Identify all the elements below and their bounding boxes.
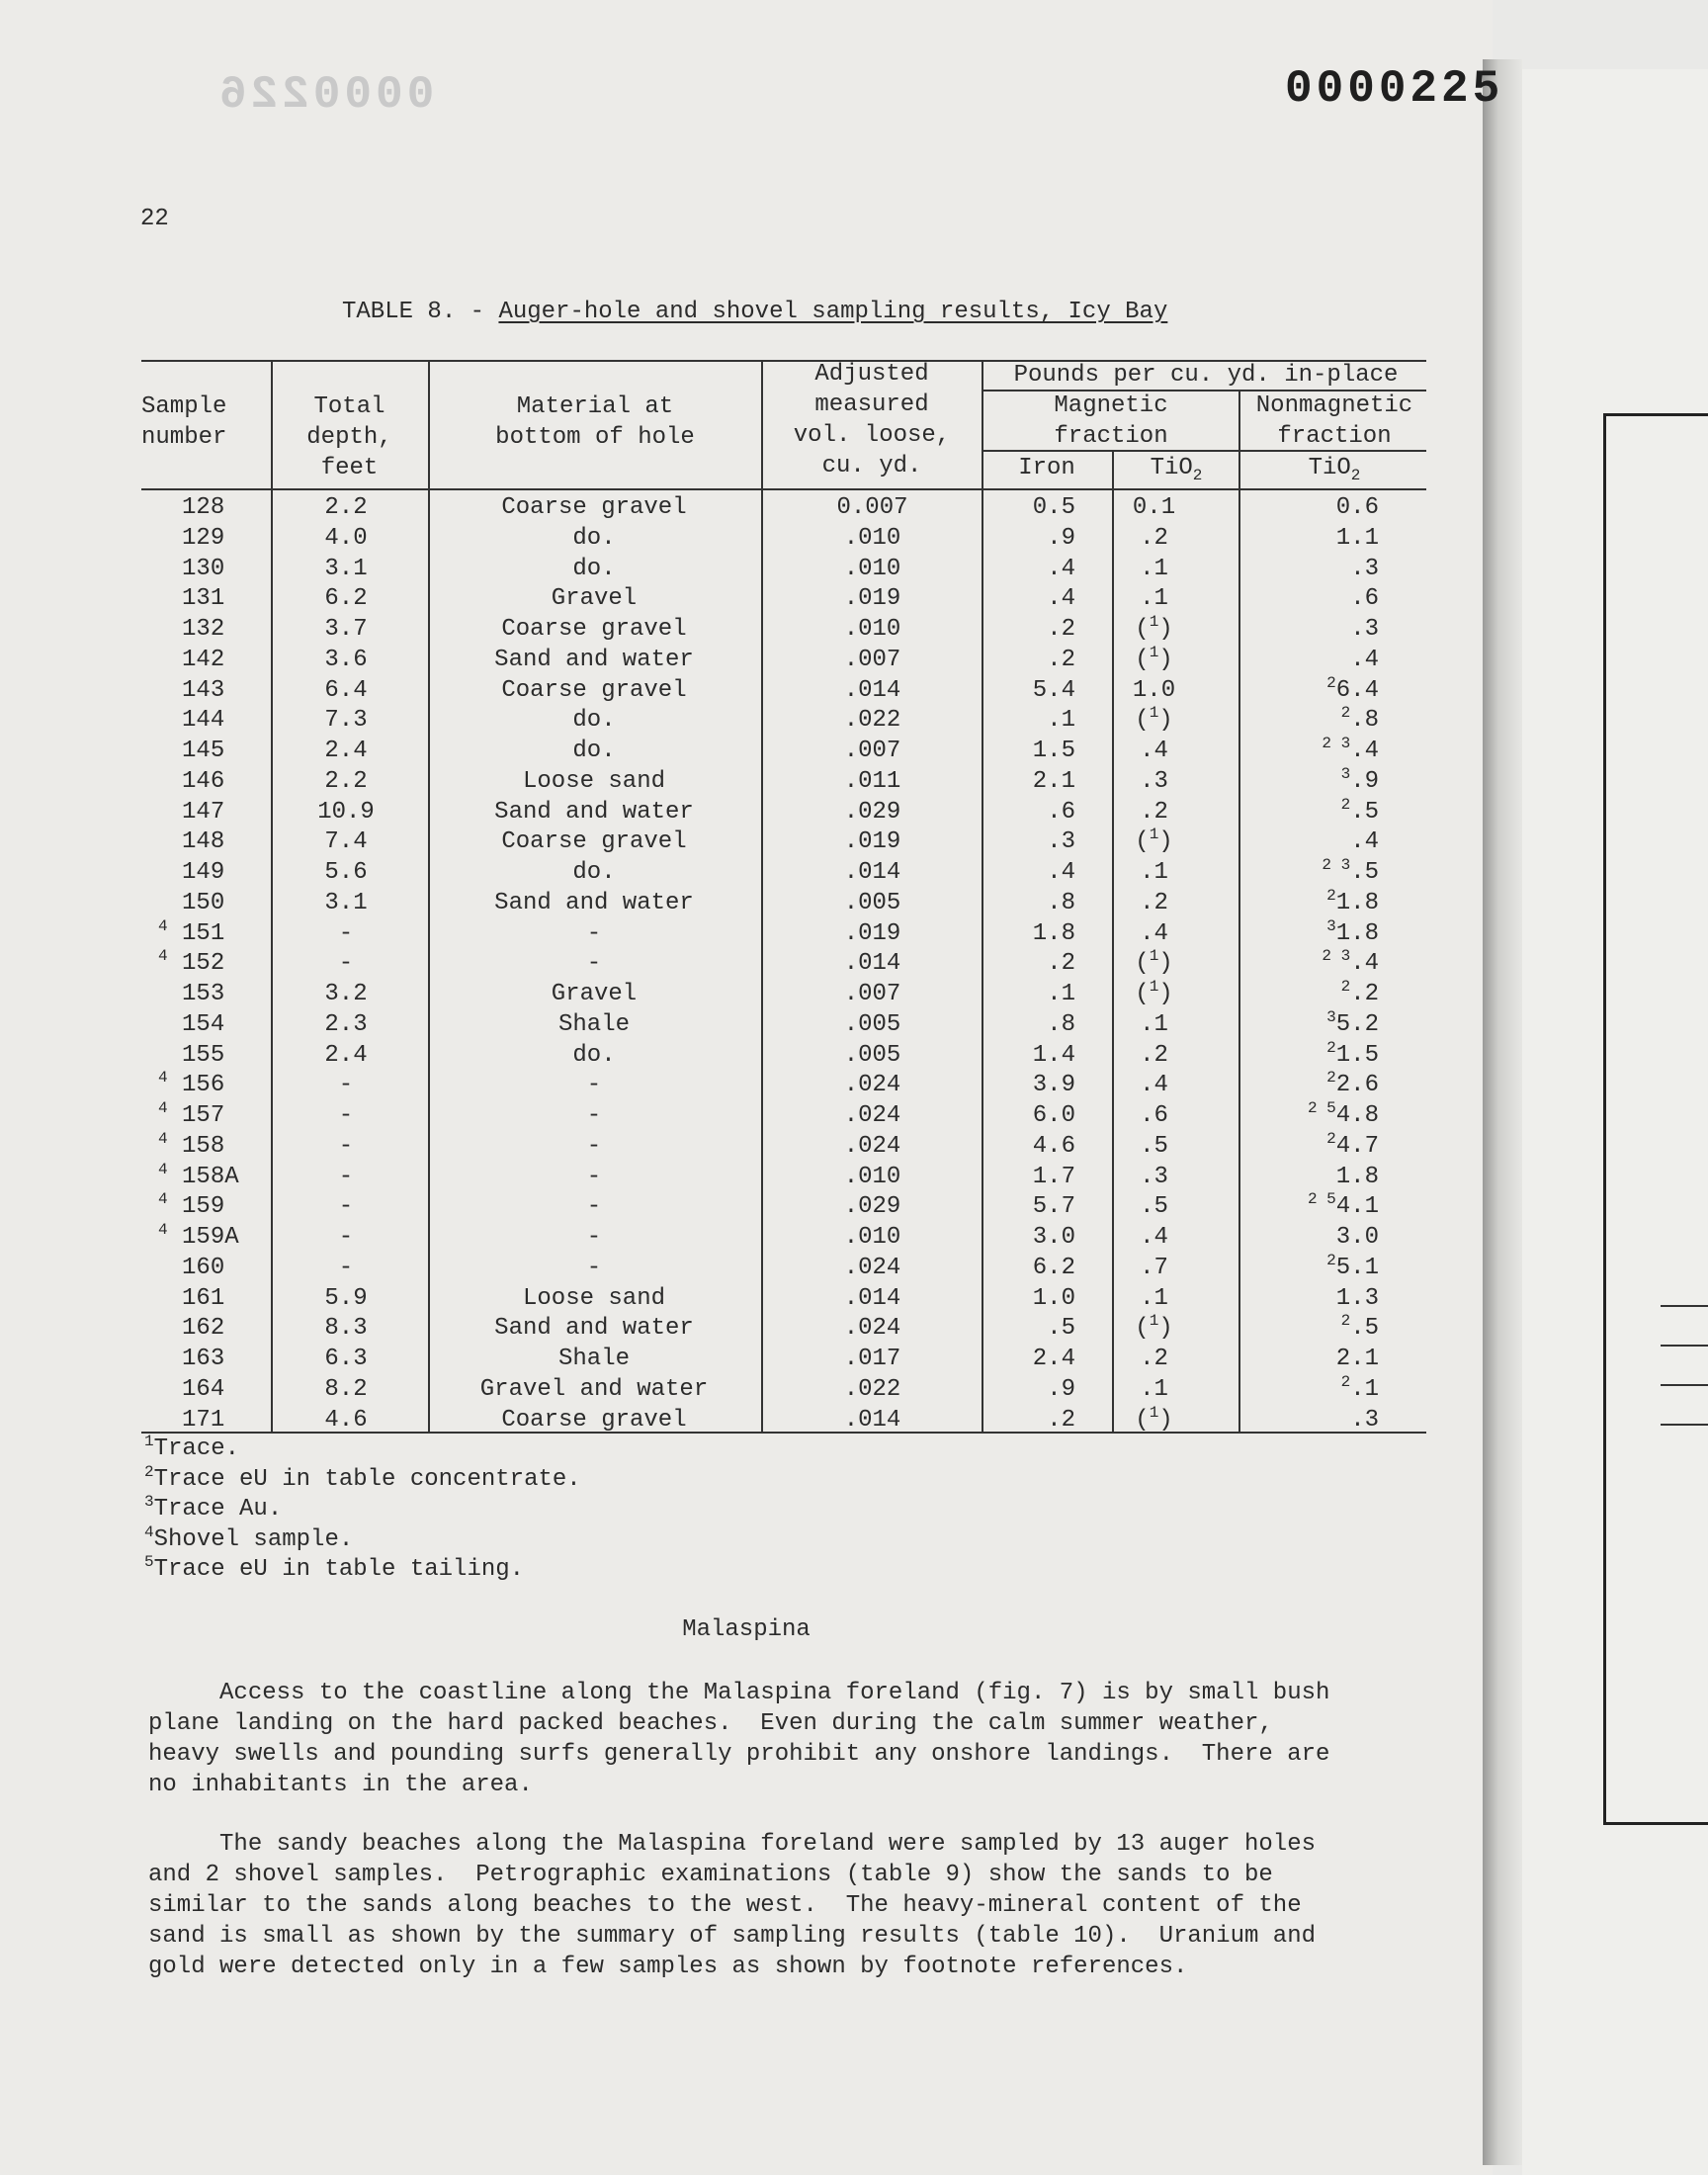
cell-tio2-magnetic: .1 xyxy=(1140,555,1168,582)
cell-total-depth: 3.1 xyxy=(324,889,368,916)
cell-volume: .010 xyxy=(843,1163,901,1190)
cell-total-depth: - xyxy=(338,950,354,978)
document-number-stamp: 0000225 xyxy=(1285,63,1504,115)
cell-total-depth: 2.2 xyxy=(324,494,368,521)
header-total-depth: Total depth, feet xyxy=(306,393,392,481)
paragraph-line: heavy swells and pounding surfs generally prohibit any onshore landings. There are xyxy=(148,1741,1330,1768)
cell-tio2-magnetic: .1 xyxy=(1140,1010,1168,1038)
cell-material: Shale xyxy=(557,1346,630,1372)
cell-tio2-magnetic: .4 xyxy=(1140,738,1168,764)
cell-iron: .8 xyxy=(1047,889,1075,916)
cell-iron: 4.6 xyxy=(1032,1132,1075,1160)
cell-tio2-magnetic: ($^1$) xyxy=(1135,1403,1173,1434)
cell-iron: 2.4 xyxy=(1032,1346,1075,1372)
cell-material: - xyxy=(586,950,602,978)
cell-material: do. xyxy=(572,555,616,582)
cell-iron: .4 xyxy=(1047,555,1075,582)
header-tio2-magnetic-label: TiO xyxy=(1150,455,1193,481)
cell-iron: .1 xyxy=(1047,981,1075,1007)
cell-tio2-nonmagnetic: $^2$1.8 xyxy=(1326,886,1379,916)
underlying-page-tick xyxy=(1661,1345,1708,1347)
cell-tio2-nonmagnetic: $^2$6.4 xyxy=(1326,673,1379,704)
cell-tio2-magnetic: .1 xyxy=(1140,859,1168,886)
cell-sample-number: 147 xyxy=(167,798,225,826)
cell-tio2-magnetic: .1 xyxy=(1140,585,1168,613)
footnote-mark: 4 xyxy=(158,1069,168,1088)
cell-total-depth: - xyxy=(338,1163,354,1190)
footnote-mark: 2 3 xyxy=(1322,856,1351,874)
footnote-item xyxy=(144,1553,525,1583)
cell-tio2-nonmagnetic: $^2$5.1 xyxy=(1326,1251,1379,1281)
page-edge-shadow xyxy=(1483,59,1522,2165)
footnote-number: 4 xyxy=(144,1522,154,1541)
cell-iron: .2 xyxy=(1047,616,1075,643)
cell-iron: 6.2 xyxy=(1032,1254,1075,1281)
cell-tio2-nonmagnetic: $^3$.9 xyxy=(1340,764,1379,795)
cell-tio2-nonmagnetic: $^{2 3}$.5 xyxy=(1322,856,1379,886)
cell-volume: .019 xyxy=(843,919,901,947)
cell-material: Coarse gravel xyxy=(501,676,687,704)
footnote-mark: 3 xyxy=(1340,764,1351,783)
page-number: 22 xyxy=(140,206,169,232)
cell-volume: .014 xyxy=(843,859,901,886)
cell-sample-number: $^4$ 159A xyxy=(158,1221,239,1251)
cell-total-depth: - xyxy=(338,1193,354,1221)
cell-material: Gravel xyxy=(551,585,638,613)
paragraph-line: Access to the coastline along the Malaspina foreland (fig. 7) is by small bush xyxy=(148,1680,1330,1706)
footnote-mark: 4 xyxy=(158,1099,168,1117)
cell-total-depth: 2.4 xyxy=(324,1041,368,1069)
footnote-mark: 4 xyxy=(158,1190,168,1209)
cell-tio2-nonmagnetic: 1.8 xyxy=(1335,1163,1379,1190)
cell-tio2-magnetic: 0.1 xyxy=(1132,494,1176,521)
header-tio2-magnetic xyxy=(1114,453,1238,491)
cell-iron: .2 xyxy=(1047,950,1075,978)
cell-volume: .010 xyxy=(843,524,901,552)
cell-iron: .1 xyxy=(1047,707,1075,735)
cell-sample-number: 144 xyxy=(167,707,225,735)
cell-sample-number: $^4$ 152 xyxy=(158,947,225,978)
cell-tio2-magnetic: .2 xyxy=(1140,1041,1168,1069)
cell-material: Loose sand xyxy=(522,1284,666,1312)
cell-sample-number: 171 xyxy=(167,1406,225,1434)
cell-sample-number: 153 xyxy=(167,981,225,1007)
cell-total-depth: 7.3 xyxy=(324,707,368,735)
header-tio2-nonmagnetic xyxy=(1240,453,1428,491)
cell-material: do. xyxy=(572,859,616,886)
footnote-item xyxy=(144,1462,581,1493)
cell-volume: .005 xyxy=(843,1010,901,1038)
paragraph-line: and 2 shovel samples. Petrographic examinations (table 9) show the sands to be xyxy=(148,1862,1273,1888)
cell-total-depth: - xyxy=(338,919,354,947)
cell-material: do. xyxy=(572,1041,616,1069)
cell-tio2-nonmagnetic: $^{2 5}$4.1 xyxy=(1307,1190,1379,1221)
cell-volume: .014 xyxy=(843,1284,901,1312)
cell-volume: .005 xyxy=(843,1041,901,1069)
footnote-item xyxy=(144,1433,240,1462)
cell-material: - xyxy=(586,1102,602,1129)
cell-iron: 1.4 xyxy=(1032,1041,1075,1069)
cell-total-depth: 6.4 xyxy=(324,676,368,704)
paragraph-line: sand is small as shown by the summary of sampling results (table 10). Uranium and xyxy=(148,1923,1316,1950)
footnote-number: 5 xyxy=(144,1553,154,1571)
footnote-mark: 2 xyxy=(1340,1372,1351,1391)
cell-tio2-magnetic: .3 xyxy=(1140,1163,1168,1190)
cell-volume: .017 xyxy=(843,1346,901,1372)
cell-total-depth: 2.3 xyxy=(324,1010,368,1038)
footnote-mark: 2 xyxy=(1326,1069,1336,1088)
cell-iron: .2 xyxy=(1047,646,1075,673)
footnote-mark: 2 5 xyxy=(1307,1190,1336,1209)
cell-volume: .024 xyxy=(843,1315,901,1343)
cell-tio2-nonmagnetic: $^2$1.5 xyxy=(1326,1038,1379,1069)
cell-iron: 1.0 xyxy=(1032,1284,1075,1312)
cell-iron: 2.1 xyxy=(1032,767,1075,795)
cell-iron: 1.8 xyxy=(1032,919,1075,947)
cell-iron: .3 xyxy=(1047,828,1075,856)
cell-material: do. xyxy=(572,738,616,764)
cell-sample-number: 131 xyxy=(167,585,225,613)
footnote-number: 2 xyxy=(144,1462,154,1481)
cell-sample-number: 164 xyxy=(167,1375,225,1403)
cell-volume: .019 xyxy=(843,585,901,613)
cell-sample-number: $^4$ 157 xyxy=(158,1099,225,1129)
cell-sample-number: 129 xyxy=(167,524,225,552)
paragraph-line: no inhabitants in the area. xyxy=(148,1772,533,1798)
cell-tio2-magnetic: .2 xyxy=(1140,889,1168,916)
cell-sample-number: $^4$ 158A xyxy=(158,1160,239,1190)
cell-volume: .022 xyxy=(843,707,901,735)
cell-tio2-nonmagnetic: .6 xyxy=(1350,585,1379,613)
cell-iron: .8 xyxy=(1047,1010,1075,1038)
cell-total-depth: 8.3 xyxy=(324,1315,368,1343)
cell-tio2-magnetic: .4 xyxy=(1140,919,1168,947)
cell-tio2-magnetic: .7 xyxy=(1140,1254,1168,1281)
cell-total-depth: - xyxy=(338,1224,354,1251)
cell-sample-number: 128 xyxy=(167,494,225,521)
cell-tio2-magnetic: .6 xyxy=(1140,1102,1168,1129)
cell-volume: .024 xyxy=(843,1072,901,1099)
cell-iron: .2 xyxy=(1047,1406,1075,1434)
cell-tio2-nonmagnetic: $^2$.2 xyxy=(1340,978,1379,1007)
cell-volume: .019 xyxy=(843,828,901,856)
cell-material: Shale xyxy=(557,1010,630,1038)
cell-tio2-nonmagnetic: $^3$1.8 xyxy=(1326,916,1379,947)
footnote-text: Trace eU in table tailing. xyxy=(153,1556,525,1583)
cell-sample-number: 150 xyxy=(167,889,225,916)
header-magnetic-fraction: Magnetic fraction xyxy=(1054,392,1168,450)
cell-material: - xyxy=(586,919,602,947)
cell-total-depth: - xyxy=(338,1102,354,1129)
footnote-number: 1 xyxy=(144,1433,154,1450)
cell-material: Coarse gravel xyxy=(501,616,687,643)
cell-material: - xyxy=(586,1193,602,1221)
footnote-mark: 2 xyxy=(1340,1312,1351,1331)
underlying-page-tick xyxy=(1661,1384,1708,1386)
cell-volume: .010 xyxy=(843,555,901,582)
cell-volume: .007 xyxy=(843,981,901,1007)
footnote-mark: 4 xyxy=(158,1160,168,1178)
header-material: Material at bottom of hole xyxy=(495,393,695,451)
cell-iron: 1.5 xyxy=(1032,738,1075,764)
cell-volume: .014 xyxy=(843,676,901,704)
cell-volume: 0.007 xyxy=(836,494,908,521)
cell-total-depth: - xyxy=(338,1132,354,1160)
underlying-page-tick xyxy=(1661,1424,1708,1426)
cell-volume: .010 xyxy=(843,616,901,643)
cell-tio2-nonmagnetic: $^{2 5}$4.8 xyxy=(1307,1099,1379,1129)
cell-sample-number: 142 xyxy=(167,646,225,673)
footnote-mark: 4 xyxy=(158,1129,168,1148)
underlying-page-frame xyxy=(1603,413,1708,1825)
cell-material: - xyxy=(586,1072,602,1099)
cell-material: Sand and water xyxy=(494,1315,694,1343)
cell-material: do. xyxy=(572,707,616,735)
cell-tio2-magnetic: ($^1$) xyxy=(1135,1312,1173,1343)
cell-total-depth: 2.4 xyxy=(324,738,368,764)
cell-total-depth: 10.9 xyxy=(317,798,375,826)
cell-volume: .029 xyxy=(843,798,901,826)
cell-total-depth: 3.7 xyxy=(324,616,368,643)
cell-tio2-magnetic: ($^1$) xyxy=(1135,643,1173,673)
footnote-number: 3 xyxy=(144,1493,154,1511)
cell-total-depth: 3.1 xyxy=(324,555,368,582)
cell-iron: .9 xyxy=(1047,1375,1075,1403)
cell-tio2-magnetic: .4 xyxy=(1140,1224,1168,1251)
cell-material: Sand and water xyxy=(494,798,694,826)
cell-volume: .005 xyxy=(843,889,901,916)
cell-sample-number: 163 xyxy=(167,1346,225,1372)
footnote-mark: 2 xyxy=(1340,795,1351,814)
footnote-mark: 2 xyxy=(1340,978,1351,996)
cell-tio2-nonmagnetic: .3 xyxy=(1350,1406,1379,1434)
cell-tio2-nonmagnetic: .3 xyxy=(1350,555,1379,582)
cell-volume: .024 xyxy=(843,1254,901,1281)
cell-material: Sand and water xyxy=(494,646,694,673)
header-tio2-subscript: 2 xyxy=(1350,466,1361,484)
cell-tio2-magnetic: 1.0 xyxy=(1132,676,1176,704)
cell-tio2-magnetic: ($^1$) xyxy=(1135,978,1173,1007)
footnote-mark: 2 5 xyxy=(1307,1099,1336,1117)
cell-iron: .6 xyxy=(1047,798,1075,826)
cell-volume: .007 xyxy=(843,738,901,764)
cell-tio2-nonmagnetic: 3.0 xyxy=(1335,1224,1379,1251)
cell-tio2-magnetic: .5 xyxy=(1140,1193,1168,1221)
cell-tio2-magnetic: .3 xyxy=(1140,767,1168,795)
paragraph-line: gold were detected only in a few samples as shown by footnote references. xyxy=(148,1954,1188,1980)
cell-iron: 3.0 xyxy=(1032,1224,1075,1251)
header-tio2-nonmagnetic-label: TiO xyxy=(1308,455,1351,481)
cell-tio2-magnetic: ($^1$) xyxy=(1135,704,1173,735)
table-title xyxy=(342,299,1167,325)
cell-volume: .010 xyxy=(843,1224,901,1251)
footnote-mark: 3 xyxy=(1326,916,1336,935)
cell-total-depth: 4.0 xyxy=(324,524,368,552)
footnote-mark: 4 xyxy=(158,947,168,966)
footnote-mark: 2 xyxy=(1326,1251,1336,1269)
cell-tio2-nonmagnetic: .4 xyxy=(1350,646,1379,673)
cell-tio2-nonmagnetic: $^2$.5 xyxy=(1340,1312,1379,1343)
cell-iron: 1.7 xyxy=(1032,1163,1075,1190)
cell-sample-number: 130 xyxy=(167,555,225,582)
footnote-text: Trace eU in table concentrate. xyxy=(153,1465,581,1493)
cell-total-depth: - xyxy=(338,1254,354,1281)
cell-material: Coarse gravel xyxy=(501,494,687,521)
cell-volume: .024 xyxy=(843,1132,901,1160)
table-title-main: Auger-hole and shovel sampling results, Icy Bay xyxy=(498,299,1168,325)
paragraph-sampling xyxy=(148,1829,1423,1982)
cell-sample-number: $^4$ 158 xyxy=(158,1129,225,1160)
footnote-mark: 2 xyxy=(1326,1038,1336,1057)
bleed-through-stamp: 0000226 xyxy=(215,69,435,121)
cell-tio2-nonmagnetic: 0.6 xyxy=(1335,494,1379,521)
cell-sample-number: 149 xyxy=(167,859,225,886)
header-iron: Iron xyxy=(1018,455,1075,481)
cell-tio2-nonmagnetic: 2.1 xyxy=(1335,1346,1379,1372)
cell-sample-number: 161 xyxy=(167,1284,225,1312)
cell-sample-number: 162 xyxy=(167,1315,225,1343)
cell-tio2-nonmagnetic: $^2$.1 xyxy=(1340,1372,1379,1403)
cell-tio2-nonmagnetic: $^2$4.7 xyxy=(1326,1129,1379,1160)
cell-iron: 5.4 xyxy=(1032,676,1075,704)
cell-material: Gravel and water xyxy=(479,1375,709,1403)
cell-total-depth: 5.9 xyxy=(324,1284,368,1312)
cell-volume: .007 xyxy=(843,646,901,673)
footnote-mark: 2 xyxy=(1326,886,1336,905)
paragraph-line: The sandy beaches along the Malaspina foreland were sampled by 13 auger holes xyxy=(148,1831,1316,1858)
cell-tio2-magnetic: .1 xyxy=(1140,1375,1168,1403)
cell-tio2-magnetic: .2 xyxy=(1140,524,1168,552)
cell-tio2-nonmagnetic: $^2$.8 xyxy=(1340,704,1379,735)
cell-sample-number: 160 xyxy=(167,1254,225,1281)
cell-iron: .4 xyxy=(1047,585,1075,613)
cell-total-depth: 2.2 xyxy=(324,767,368,795)
cell-material: Loose sand xyxy=(522,767,666,795)
header-nonmagnetic-fraction: Nonmagnetic fraction xyxy=(1255,392,1413,450)
cell-total-depth: 6.2 xyxy=(324,585,368,613)
section-heading: Malaspina xyxy=(682,1616,811,1643)
cell-volume: .029 xyxy=(843,1193,901,1221)
footnote-text: Trace Au. xyxy=(153,1496,283,1522)
cell-tio2-magnetic: ($^1$) xyxy=(1135,826,1173,856)
paragraph-line: similar to the sands along beaches to the west. The heavy-mineral content of the xyxy=(148,1892,1302,1919)
cell-sample-number: 155 xyxy=(167,1041,225,1069)
cell-iron: 5.7 xyxy=(1032,1193,1075,1221)
footnote-mark: 2 xyxy=(1326,1129,1336,1148)
cell-tio2-nonmagnetic: 1.3 xyxy=(1335,1284,1379,1312)
header-pounds-per-cu-yd: Pounds per cu. yd. in-place xyxy=(1013,362,1399,389)
cell-volume: .024 xyxy=(843,1102,901,1129)
cell-sample-number: $^4$ 159 xyxy=(158,1190,225,1221)
cell-volume: .022 xyxy=(843,1375,901,1403)
cell-sample-number: 132 xyxy=(167,616,225,643)
cell-tio2-magnetic: ($^1$) xyxy=(1135,947,1173,978)
cell-sample-number: 148 xyxy=(167,828,225,856)
header-sample-number: Sample number xyxy=(141,393,227,451)
cell-material: do. xyxy=(572,524,616,552)
cell-tio2-magnetic: .2 xyxy=(1140,798,1168,826)
cell-total-depth: 3.2 xyxy=(324,981,368,1007)
cell-sample-number: 146 xyxy=(167,767,225,795)
cell-material: Coarse gravel xyxy=(501,828,687,856)
cell-tio2-nonmagnetic: $^{2 3}$.4 xyxy=(1322,947,1379,978)
cell-tio2-nonmagnetic: $^3$5.2 xyxy=(1326,1007,1379,1038)
cell-volume: .014 xyxy=(843,1406,901,1434)
cell-material: - xyxy=(586,1254,602,1281)
cell-material: Coarse gravel xyxy=(501,1406,687,1434)
cell-tio2-nonmagnetic: 1.1 xyxy=(1335,524,1379,552)
cell-sample-number: $^4$ 156 xyxy=(158,1069,225,1099)
cell-tio2-nonmagnetic: $^{2 3}$.4 xyxy=(1322,735,1379,764)
cell-iron: .9 xyxy=(1047,524,1075,552)
cell-material: Gravel xyxy=(551,981,638,1007)
cell-sample-number: 154 xyxy=(167,1010,225,1038)
cell-material: - xyxy=(586,1132,602,1160)
header-tio2-subscript: 2 xyxy=(1192,466,1203,484)
cell-total-depth: 5.6 xyxy=(324,859,368,886)
cell-volume: .011 xyxy=(843,767,901,795)
paragraph-access xyxy=(148,1678,1423,1800)
footnote-mark: 4 xyxy=(158,916,168,935)
footnote-text: Trace. xyxy=(153,1436,240,1462)
footnote-item xyxy=(144,1522,354,1553)
cell-iron: 6.0 xyxy=(1032,1102,1075,1129)
cell-iron: 3.9 xyxy=(1032,1072,1075,1099)
cell-iron: 0.5 xyxy=(1032,494,1075,521)
footnote-mark: 2 3 xyxy=(1322,947,1351,966)
cell-material: Sand and water xyxy=(494,889,694,916)
cell-tio2-nonmagnetic: .3 xyxy=(1350,616,1379,643)
cell-material: - xyxy=(586,1163,602,1190)
footnote-mark: 2 xyxy=(1326,673,1336,692)
cell-iron: .5 xyxy=(1047,1315,1075,1343)
cell-tio2-nonmagnetic: $^2$2.6 xyxy=(1326,1069,1379,1099)
cell-tio2-magnetic: .5 xyxy=(1140,1132,1168,1160)
footnote-mark: 2 xyxy=(1340,704,1351,723)
column-divider xyxy=(428,360,430,1432)
footnote-mark: 3 xyxy=(1326,1007,1336,1026)
table-title-prefix: TABLE 8. - xyxy=(342,299,499,325)
footnote-mark: 2 3 xyxy=(1322,735,1351,752)
cell-sample-number: 143 xyxy=(167,676,225,704)
cell-material: - xyxy=(586,1224,602,1251)
cell-total-depth: 7.4 xyxy=(324,828,368,856)
footnote-mark: 4 xyxy=(158,1221,168,1239)
cell-sample-number: 145 xyxy=(167,738,225,764)
cell-sample-number: $^4$ 151 xyxy=(158,916,225,947)
cell-tio2-magnetic: .1 xyxy=(1140,1284,1168,1312)
cell-total-depth: 6.3 xyxy=(324,1346,368,1372)
footnote-item xyxy=(144,1493,283,1522)
cell-tio2-nonmagnetic: .4 xyxy=(1350,828,1379,856)
cell-tio2-nonmagnetic: $^2$.5 xyxy=(1340,795,1379,826)
footnote-text: Shovel sample. xyxy=(153,1525,354,1553)
cell-total-depth: - xyxy=(338,1072,354,1099)
paragraph-line: plane landing on the hard packed beaches. Even during the calm summer weather, xyxy=(148,1710,1273,1737)
cell-tio2-magnetic: ($^1$) xyxy=(1135,613,1173,643)
cell-total-depth: 3.6 xyxy=(324,646,368,673)
header-adjusted-volume: Adjusted measured vol. loose, cu. yd. xyxy=(793,361,951,479)
cell-total-depth: 8.2 xyxy=(324,1375,368,1403)
cell-tio2-magnetic: .4 xyxy=(1140,1072,1168,1099)
cell-iron: .4 xyxy=(1047,859,1075,886)
cell-tio2-magnetic: .2 xyxy=(1140,1346,1168,1372)
cell-total-depth: 4.6 xyxy=(324,1406,368,1434)
cell-volume: .014 xyxy=(843,950,901,978)
underlying-page-tick xyxy=(1661,1305,1708,1307)
